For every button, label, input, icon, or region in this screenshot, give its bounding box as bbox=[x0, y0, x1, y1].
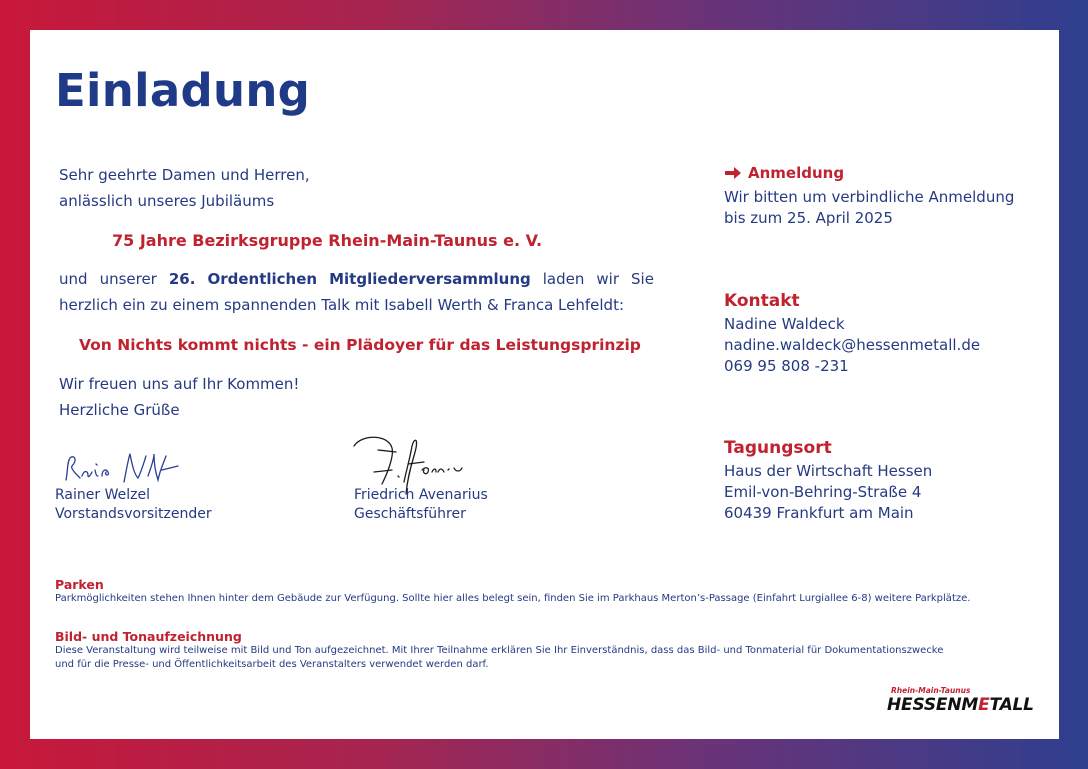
signatory-role: Vorstandsvorsitzender bbox=[55, 506, 212, 522]
kontakt-section bbox=[724, 291, 980, 377]
invite-word: wir bbox=[596, 270, 620, 288]
greeting-line-1: Sehr geehrte Damen und Herren, bbox=[59, 166, 310, 184]
signatory-role: Geschäftsführer bbox=[354, 506, 466, 522]
kontakt-name: Nadine Waldeck bbox=[724, 315, 845, 333]
tagungsort-section bbox=[724, 438, 932, 524]
closing-line-2: Herzliche Grüße bbox=[59, 401, 180, 419]
recording-line-2: und für die Presse- und Öffentlichkeitsarbeit des Veranstalters verwendet werden darf. bbox=[55, 659, 489, 670]
logo-region: Rhein-Main-Taunus bbox=[891, 686, 971, 695]
kontakt-email[interactable]: nadine.waldeck@hessenmetall.de bbox=[724, 336, 981, 354]
logo-part: TALL bbox=[989, 695, 1034, 715]
anmeldung-line-2: bis zum 25. April 2025 bbox=[724, 209, 893, 227]
anmeldung-heading-row bbox=[724, 164, 1014, 182]
talk-title: Von Nichts kommt nichts - ein Plädoyer für das Leistungsprinzip bbox=[79, 336, 641, 354]
anmeldung-heading: Anmeldung bbox=[748, 164, 845, 182]
arrow-right-icon bbox=[724, 166, 742, 180]
invitation-card bbox=[30, 30, 1059, 739]
invite-line-2: herzlich ein zu einem spannenden Talk mit Isabell Werth & Franca Lehfeldt: bbox=[59, 296, 625, 314]
invite-line-1 bbox=[59, 266, 654, 292]
meeting-number: 26. bbox=[168, 270, 196, 288]
logo-wordmark bbox=[887, 695, 1034, 715]
recording-line-1: Diese Veranstaltung wird teilweise mit Bild und Ton aufgezeichnet. Mit Ihrer Teilnahme erklären Sie Ihr Einverständnis, dass das Bild- und Tonmaterial für Dokumentationszwecke bbox=[55, 645, 944, 656]
anmeldung-section bbox=[724, 164, 1014, 229]
tagungsort-venue: Haus der Wirtschaft Hessen bbox=[724, 462, 933, 480]
parken-text: Parkmöglichkeiten stehen Ihnen hinter dem Gebäude zur Verfügung. Sollte hier alles belegt sein, finden Sie im Parkhaus Merton’s-Passage (Einfahrt Lurgiallee 6-8) weitere Parkplätze. bbox=[55, 593, 971, 604]
invite-word: laden bbox=[542, 270, 585, 288]
invite-word: Sie bbox=[631, 270, 654, 288]
tagungsort-city: 60439 Frankfurt am Main bbox=[724, 504, 914, 522]
greeting bbox=[59, 162, 310, 214]
signatory-name: Rainer Welzel bbox=[55, 487, 150, 503]
page-title: Einladung bbox=[55, 64, 311, 117]
anmeldung-line-1: Wir bitten um verbindliche Anmeldung bbox=[724, 188, 1015, 206]
closing-line-1: Wir freuen uns auf Ihr Kommen! bbox=[59, 375, 300, 393]
signatory-2 bbox=[354, 486, 488, 524]
kontakt-phone[interactable]: 069 95 808 -231 bbox=[724, 357, 849, 375]
meeting-word: Mitgliederversammlung bbox=[329, 270, 531, 288]
invite-word: unserer bbox=[99, 270, 157, 288]
signatory-name: Friedrich Avenarius bbox=[354, 487, 488, 503]
invite-word: und bbox=[59, 270, 88, 288]
invite-paragraph bbox=[59, 266, 654, 318]
meeting-word: Ordentlichen bbox=[207, 270, 318, 288]
greeting-line-2: anlässlich unseres Jubiläums bbox=[59, 192, 275, 210]
logo-part-accent: E bbox=[978, 695, 990, 715]
closing bbox=[59, 371, 299, 423]
logo-part: HESSENM bbox=[887, 695, 979, 715]
recording-section bbox=[55, 629, 1035, 672]
hessenmetall-logo bbox=[887, 686, 1034, 715]
kontakt-heading: Kontakt bbox=[724, 291, 800, 311]
signature-welzel bbox=[58, 440, 188, 492]
anniversary-title: 75 Jahre Bezirksgruppe Rhein-Main-Taunus e. V. bbox=[112, 231, 543, 250]
parken-section bbox=[55, 577, 1035, 606]
tagungsort-heading: Tagungsort bbox=[724, 438, 832, 458]
recording-heading: Bild- und Tonaufzeichnung bbox=[55, 629, 242, 644]
signatory-1 bbox=[55, 486, 212, 524]
tagungsort-street: Emil-von-Behring-Straße 4 bbox=[724, 483, 922, 501]
parken-heading: Parken bbox=[55, 577, 104, 592]
